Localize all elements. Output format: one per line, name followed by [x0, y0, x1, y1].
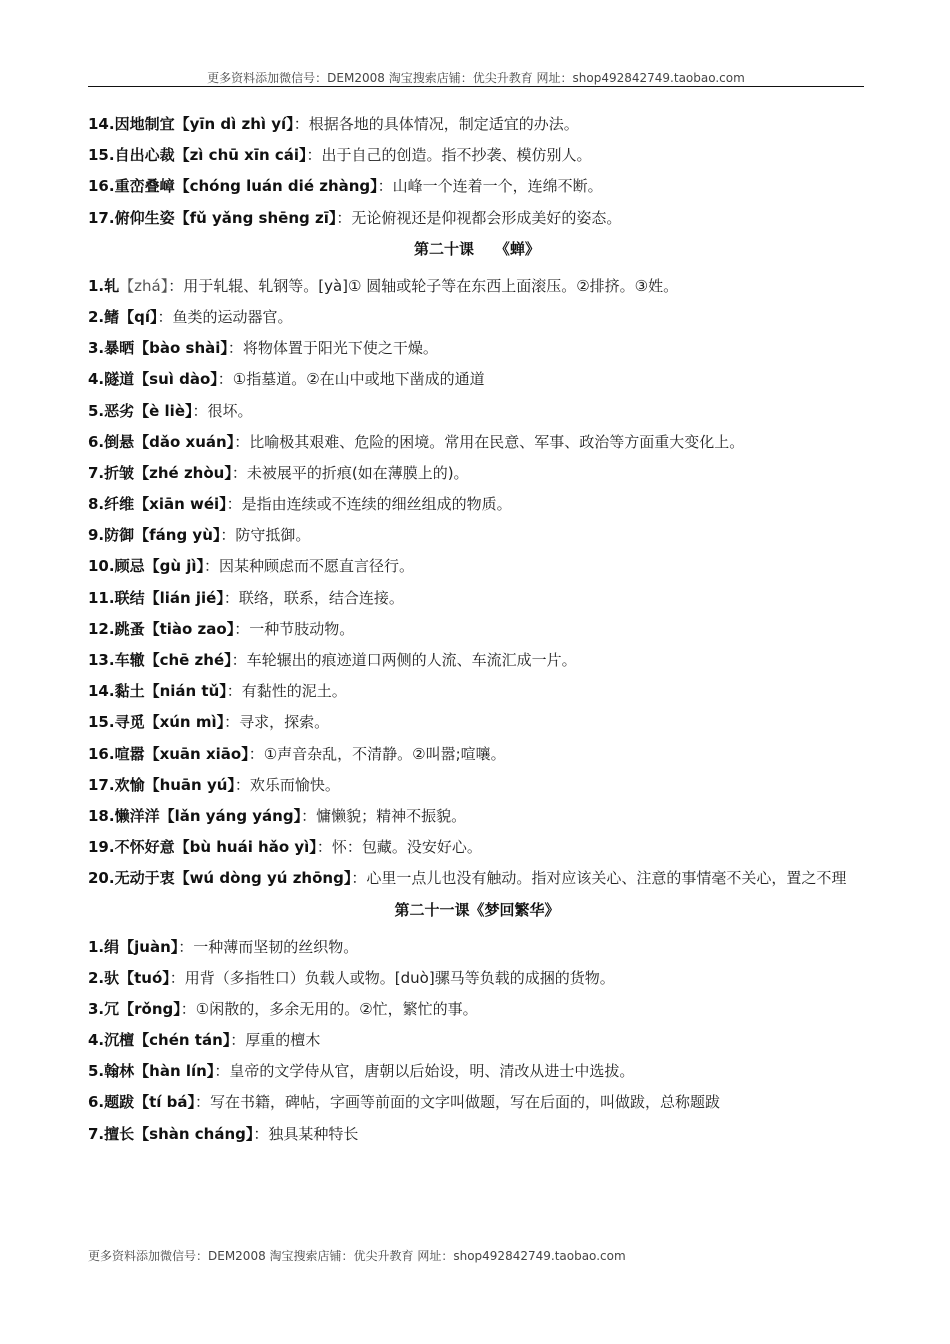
vocab-entry [88, 648, 866, 673]
entry-term: 20.无动于衷 [88, 869, 175, 888]
entry-pinyin: 【lián jié】 [144, 588, 224, 607]
entry-term: 18.懒洋洋 [88, 806, 160, 825]
entry-definition: ：是指由连续或不连续的细丝组成的物质。 [226, 495, 512, 514]
entry-pinyin: 【shàn cháng】 [134, 1124, 254, 1143]
entry-term: 12.跳蚤 [88, 619, 145, 638]
lesson-title: 第二十课 《蝉》 [414, 239, 540, 258]
vocab-entry [88, 617, 866, 642]
entry-term: 16.重峦叠嶂 [88, 177, 175, 196]
entry-term: 19.不怀好意 [88, 838, 175, 857]
entry-term: 6.题跋 [88, 1093, 135, 1112]
entry-definition: ：防守抵御。 [220, 526, 311, 545]
entry-definition: ：无论俯视还是仰视都会形成美好的姿态。 [336, 208, 622, 227]
entry-pinyin: 【dǎo xuán】 [134, 432, 235, 451]
entry-definition: ：很坏。 [192, 401, 253, 420]
entry-term: 11.联结 [88, 588, 145, 607]
entry-definition: ：皇帝的文学侍从官，唐朝以后始设，明、清改从进士中选拔。 [214, 1062, 635, 1081]
entry-pinyin: 【xuān xiāo】 [144, 744, 249, 763]
entry-term: 17.俯仰生姿 [88, 208, 175, 227]
entry-definition: ：①声音杂乱，不清静。②叫嚣;喧嚷。 [248, 744, 506, 763]
vocab-entry [88, 492, 866, 517]
vocab-entry [88, 935, 866, 960]
entry-pinyin: 【tuó】 [119, 968, 170, 987]
entry-term: 13.车辙 [88, 651, 145, 669]
entry-definition: ：用背（多指牲口）负载人或物。[duò]骡马等负载的成捆的货物。 [169, 968, 615, 987]
entry-pinyin: 【huān yú】 [144, 775, 235, 794]
entry-term: 7.擅长 [88, 1124, 135, 1143]
vocab-entry [88, 1059, 866, 1084]
section-lesson-20 [88, 237, 866, 892]
entry-term: 10.顾忌 [88, 557, 145, 576]
entry-term: 17.欢愉 [88, 775, 145, 794]
entry-definition: ：一种节肢动物。 [234, 619, 355, 638]
vocab-entry [88, 1090, 866, 1115]
entry-definition: ：慵懒貌；精神不振貌。 [301, 806, 467, 825]
entry-definition: ：联络，联系，结合连接。 [223, 588, 404, 607]
entry-definition: ：①闲散的，多余无用的。②忙，繁忙的事。 [180, 999, 478, 1018]
entry-term: 6.倒悬 [88, 432, 135, 451]
entry-pinyin: 【xún mì】 [144, 713, 225, 732]
entry-pinyin: 【zhá】 [119, 276, 169, 295]
entry-definition: ：有黏性的泥土。 [226, 682, 347, 701]
entry-term: 14.黏土 [88, 682, 145, 701]
entry-definition: ：寻求，探索。 [224, 713, 330, 732]
entry-definition: ：欢乐而愉快。 [234, 775, 340, 794]
entry-pinyin: 【tiào zao】 [144, 619, 235, 638]
entry-pinyin: 【nián tǔ】 [144, 682, 227, 701]
document-body [88, 112, 866, 1153]
vocab-entry [88, 866, 866, 891]
entry-pinyin: 【juàn】 [119, 937, 179, 956]
entry-definition: ：车轮辗出的痕迹道口两侧的人流、车流汇成一片。 [231, 651, 577, 669]
vocab-entry [88, 966, 866, 991]
entry-pinyin: 【qí】 [119, 307, 158, 326]
vocab-entry [88, 367, 866, 392]
entry-term: 3.暴晒 [88, 339, 135, 358]
entry-pinyin: 【yīn dì zhì yí】 [174, 115, 294, 133]
entry-pinyin: 【zhé zhòu】 [134, 463, 232, 482]
entry-definition: ：一种薄而坚韧的丝织物。 [178, 937, 359, 956]
entry-term: 5.恶劣 [88, 401, 135, 420]
vocab-entry [88, 174, 866, 199]
entry-pinyin: 【hàn lín】 [134, 1062, 215, 1081]
entry-term: 9.防御 [88, 526, 135, 545]
header-divider [88, 86, 864, 87]
vocab-entry [88, 586, 866, 611]
entry-definition: ：因某种顾虑而不愿直言径行。 [204, 557, 415, 576]
entry-pinyin: 【chén tán】 [134, 1031, 231, 1050]
vocab-entry [88, 143, 866, 168]
page-header: 更多资料添加微信号：DEM2008 淘宝搜索店铺：优尖升教育 网址：shop492842749.taobao.com [207, 71, 745, 85]
entry-term: 4.隧道 [88, 370, 135, 389]
entry-term: 7.折皱 [88, 463, 135, 482]
vocab-entry [88, 1122, 866, 1147]
entry-pinyin: 【rǒng】 [119, 999, 181, 1018]
entry-definition: ：用于轧辊、轧钢等。[yà]① 圆轴或轮子等在东西上面滚压。②排挤。③姓。 [168, 276, 679, 295]
vocab-entry [88, 1028, 866, 1053]
entry-pinyin: 【wú dòng yú zhōng】 [174, 869, 352, 888]
entry-term: 8.纤维 [88, 495, 135, 514]
entry-pinyin: 【lǎn yáng yáng】 [159, 806, 302, 825]
entry-pinyin: 【chē zhé】 [144, 651, 232, 669]
entry-definition: ：怀：包藏。没安好心。 [316, 838, 482, 857]
entry-definition: ：根据各地的具体情况，制定适宜的办法。 [293, 115, 579, 133]
entry-definition: ：山峰一个连着一个，连绵不断。 [377, 177, 603, 196]
entry-definition: ：比喻极其艰难、危险的困境。常用在民意、军事、政治等方面重大变化上。 [234, 432, 745, 451]
entry-pinyin: 【fǔ yǎng shēng zī】 [174, 208, 337, 227]
entry-term: 1.轧 [88, 276, 120, 295]
entry-pinyin: 【bù huái hǎo yì】 [174, 838, 317, 857]
vocab-entry [88, 305, 866, 330]
entry-term: 3.冗 [88, 999, 120, 1018]
entry-term: 16.喧嚣 [88, 744, 145, 763]
section-lesson-21 [88, 898, 866, 1147]
vocab-entry [88, 399, 866, 424]
section-previous-lesson [88, 112, 866, 231]
entry-definition: ：未被展平的折痕(如在薄膜上的)。 [231, 463, 469, 482]
entry-term: 2.驮 [88, 968, 120, 987]
entry-pinyin: 【fáng yù】 [134, 526, 221, 545]
page-footer: 更多资料添加微信号：DEM2008 淘宝搜索店铺：优尖升教育 网址：shop492842749.taobao.com [88, 1249, 626, 1263]
vocab-entry [88, 773, 866, 798]
entry-pinyin: 【suì dào】 [134, 370, 218, 389]
entry-term: 4.沉檀 [88, 1031, 135, 1050]
vocab-entry [88, 997, 866, 1022]
entry-definition: ：独具某种特长 [253, 1124, 359, 1143]
vocab-entry [88, 679, 866, 704]
entry-definition: ：将物体置于阳光下使之干燥。 [227, 339, 438, 358]
vocab-entry [88, 710, 866, 735]
entry-definition: ：写在书籍，碑帖，字画等前面的文字叫做题，写在后面的，叫做跋，总称题跋 [195, 1093, 721, 1112]
entry-pinyin: 【zì chū xīn cái】 [174, 146, 307, 165]
entry-pinyin: 【chóng luán dié zhàng】 [174, 177, 378, 196]
vocab-entry [88, 206, 866, 231]
entry-pinyin: 【gù jì】 [144, 557, 204, 576]
entry-term: 5.翰林 [88, 1062, 135, 1081]
entry-term: 2.鳍 [88, 307, 120, 326]
entry-term: 15.自出心裁 [88, 146, 175, 165]
entry-pinyin: 【è liè】 [134, 401, 193, 420]
entry-pinyin: 【tí bá】 [134, 1093, 196, 1112]
entry-definition: ：①指墓道。②在山中或地下凿成的通道 [217, 370, 485, 389]
vocab-entry [88, 112, 866, 137]
entry-definition: ：出于自己的创造。指不抄袭、模仿别人。 [306, 146, 592, 165]
lesson-title: 第二十一课《梦回繁华》 [394, 900, 560, 919]
vocab-entry [88, 554, 866, 579]
entry-term: 14.因地制宜 [88, 115, 175, 133]
vocab-entry [88, 835, 866, 860]
entry-term: 15.寻觅 [88, 713, 145, 732]
entry-definition: ：心里一点儿也没有触动。指对应该关心、注意的事情毫不关心，置之不理 [351, 869, 847, 888]
vocab-entry [88, 336, 866, 361]
vocab-entry [88, 523, 866, 548]
entry-term: 1.绢 [88, 937, 120, 956]
vocab-entry [88, 742, 866, 767]
vocab-entry [88, 804, 866, 829]
vocab-entry [88, 430, 866, 455]
vocab-entry [88, 274, 866, 299]
vocab-entry [88, 461, 866, 486]
entry-pinyin: 【xiān wéi】 [134, 495, 227, 514]
entry-definition: ：鱼类的运动器官。 [157, 307, 293, 326]
entry-pinyin: 【bào shài】 [134, 339, 228, 358]
entry-definition: ：厚重的檀木 [230, 1031, 321, 1050]
